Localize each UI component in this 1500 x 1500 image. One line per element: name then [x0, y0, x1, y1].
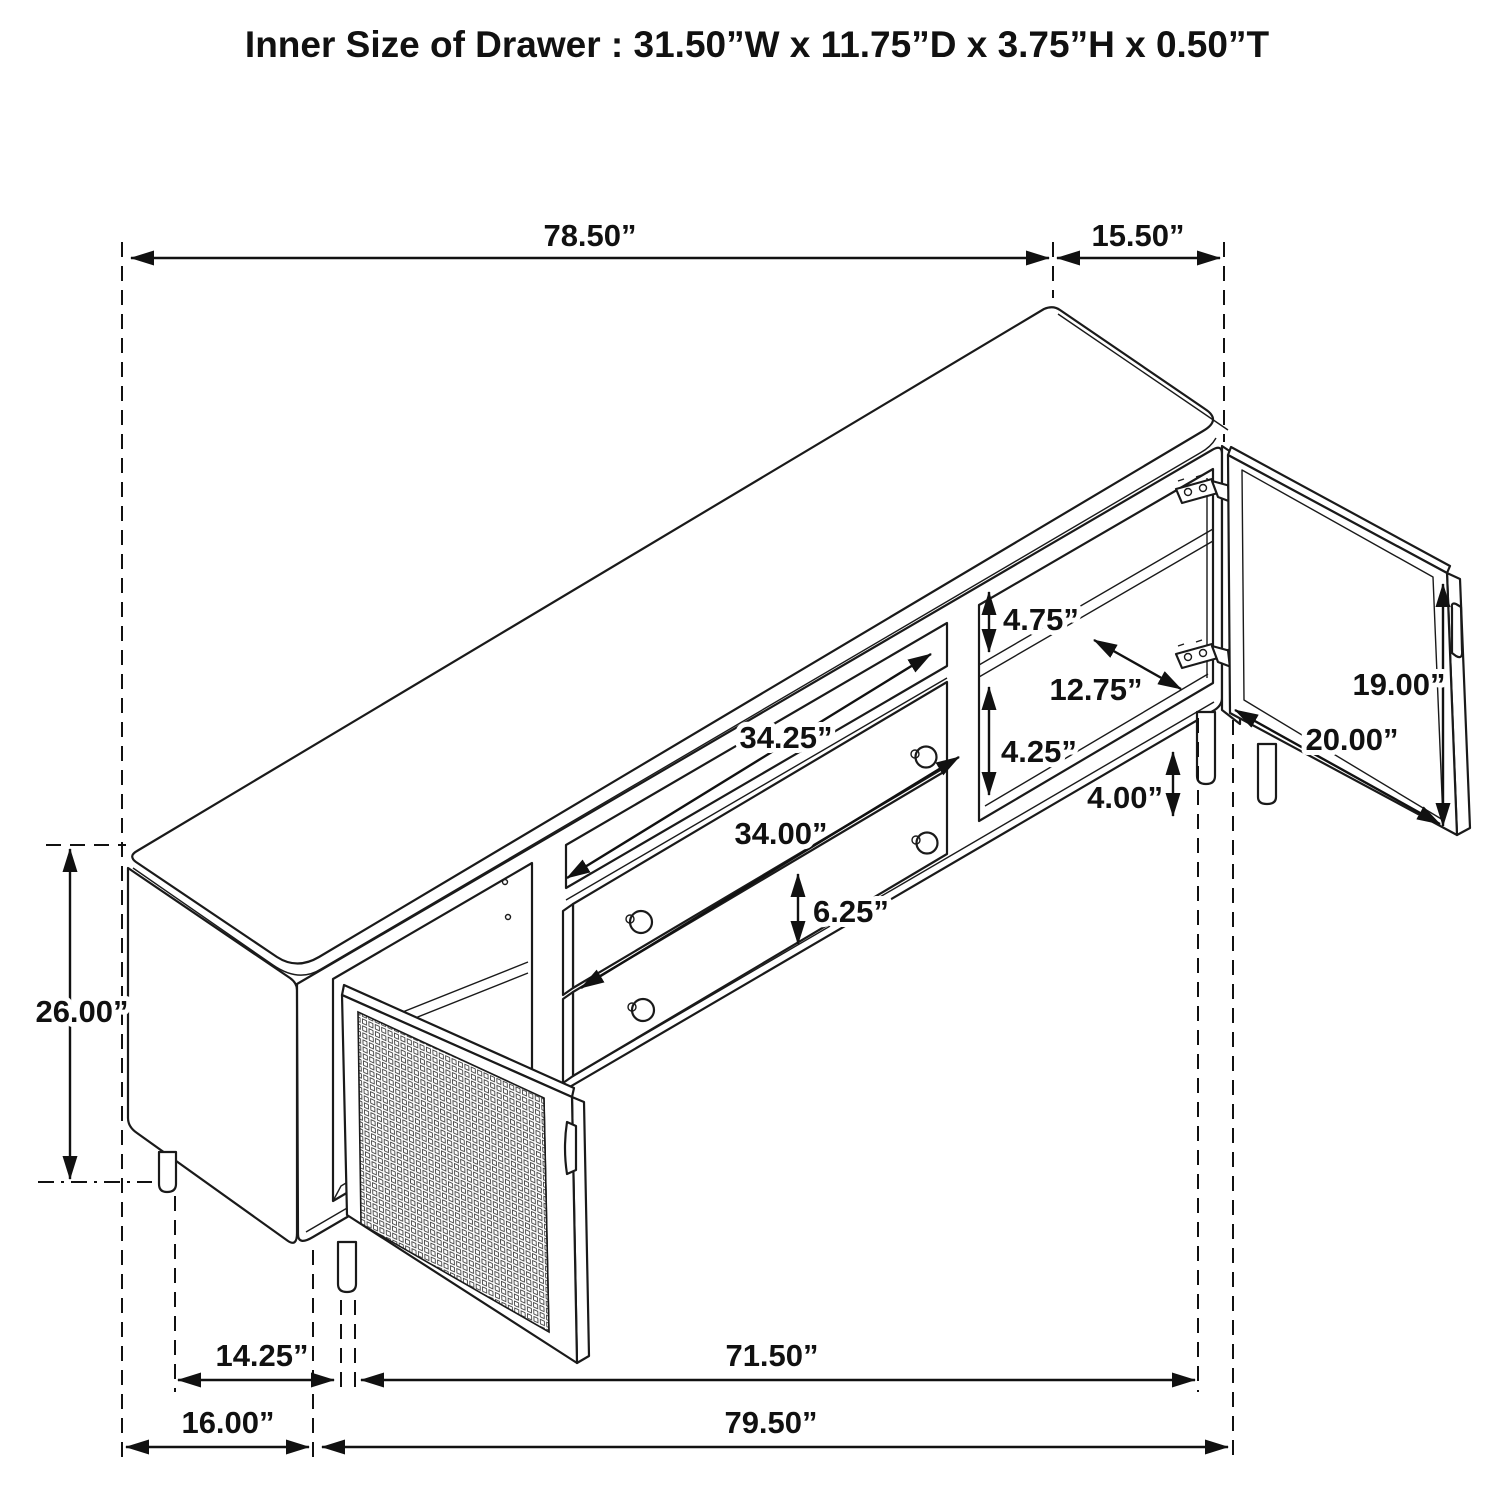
dim-inner-base-width-label: 71.50” — [725, 1338, 819, 1373]
dim-side-depth — [126, 1405, 309, 1447]
dim-side-depth-label: 16.00” — [181, 1405, 275, 1440]
dim-overall-width — [131, 218, 1049, 258]
dim-shelf-depth-label: 12.75” — [1049, 672, 1143, 707]
upper-drawer-right-knob[interactable] — [916, 747, 937, 768]
dim-shelf-width-label: 34.25” — [739, 720, 833, 755]
front-right-leg — [1197, 712, 1215, 784]
lower-drawer-side-edge — [563, 992, 573, 1083]
dim-door-height-label: 19.00” — [1352, 667, 1446, 702]
right-door-handle[interactable] — [1452, 604, 1462, 658]
dim-overall-width-label: 78.50” — [543, 218, 637, 253]
dim-top-depth-label: 15.50” — [1091, 218, 1185, 253]
dim-inner-base-width — [361, 1338, 1195, 1380]
lower-drawer-right-knob[interactable] — [917, 833, 938, 854]
dim-drawer-width-label: 34.00” — [734, 816, 828, 851]
dim-left-leg-inset-label: 14.25” — [215, 1338, 309, 1373]
dim-base-width — [322, 1405, 1228, 1447]
upper-drawer-side-edge — [563, 904, 573, 995]
back-right-leg — [1258, 744, 1276, 804]
dim-drawer-front-height-label: 6.25” — [813, 894, 889, 929]
dim-left-leg-inset — [178, 1338, 334, 1380]
left-door-handle-notch[interactable] — [565, 1122, 576, 1174]
dim-door-width-label: 20.00” — [1305, 722, 1399, 757]
dim-overall-height — [35, 849, 128, 1179]
back-left-leg — [159, 1152, 176, 1192]
dim-leg-height-label: 4.00” — [1087, 780, 1163, 815]
diagram-title: Inner Size of Drawer : 31.50”W x 11.75”D x 3.75”H x 0.50”T — [244, 24, 1270, 65]
front-left-leg — [338, 1242, 356, 1292]
dim-overall-height-label: 26.00” — [35, 994, 129, 1029]
dim-base-width-label: 79.50” — [724, 1405, 818, 1440]
dim-upper-cubby-height-label: 4.75” — [1003, 602, 1079, 637]
dim-top-depth — [1057, 218, 1220, 258]
dim-lower-cubby-height-label: 4.25” — [1001, 734, 1077, 769]
